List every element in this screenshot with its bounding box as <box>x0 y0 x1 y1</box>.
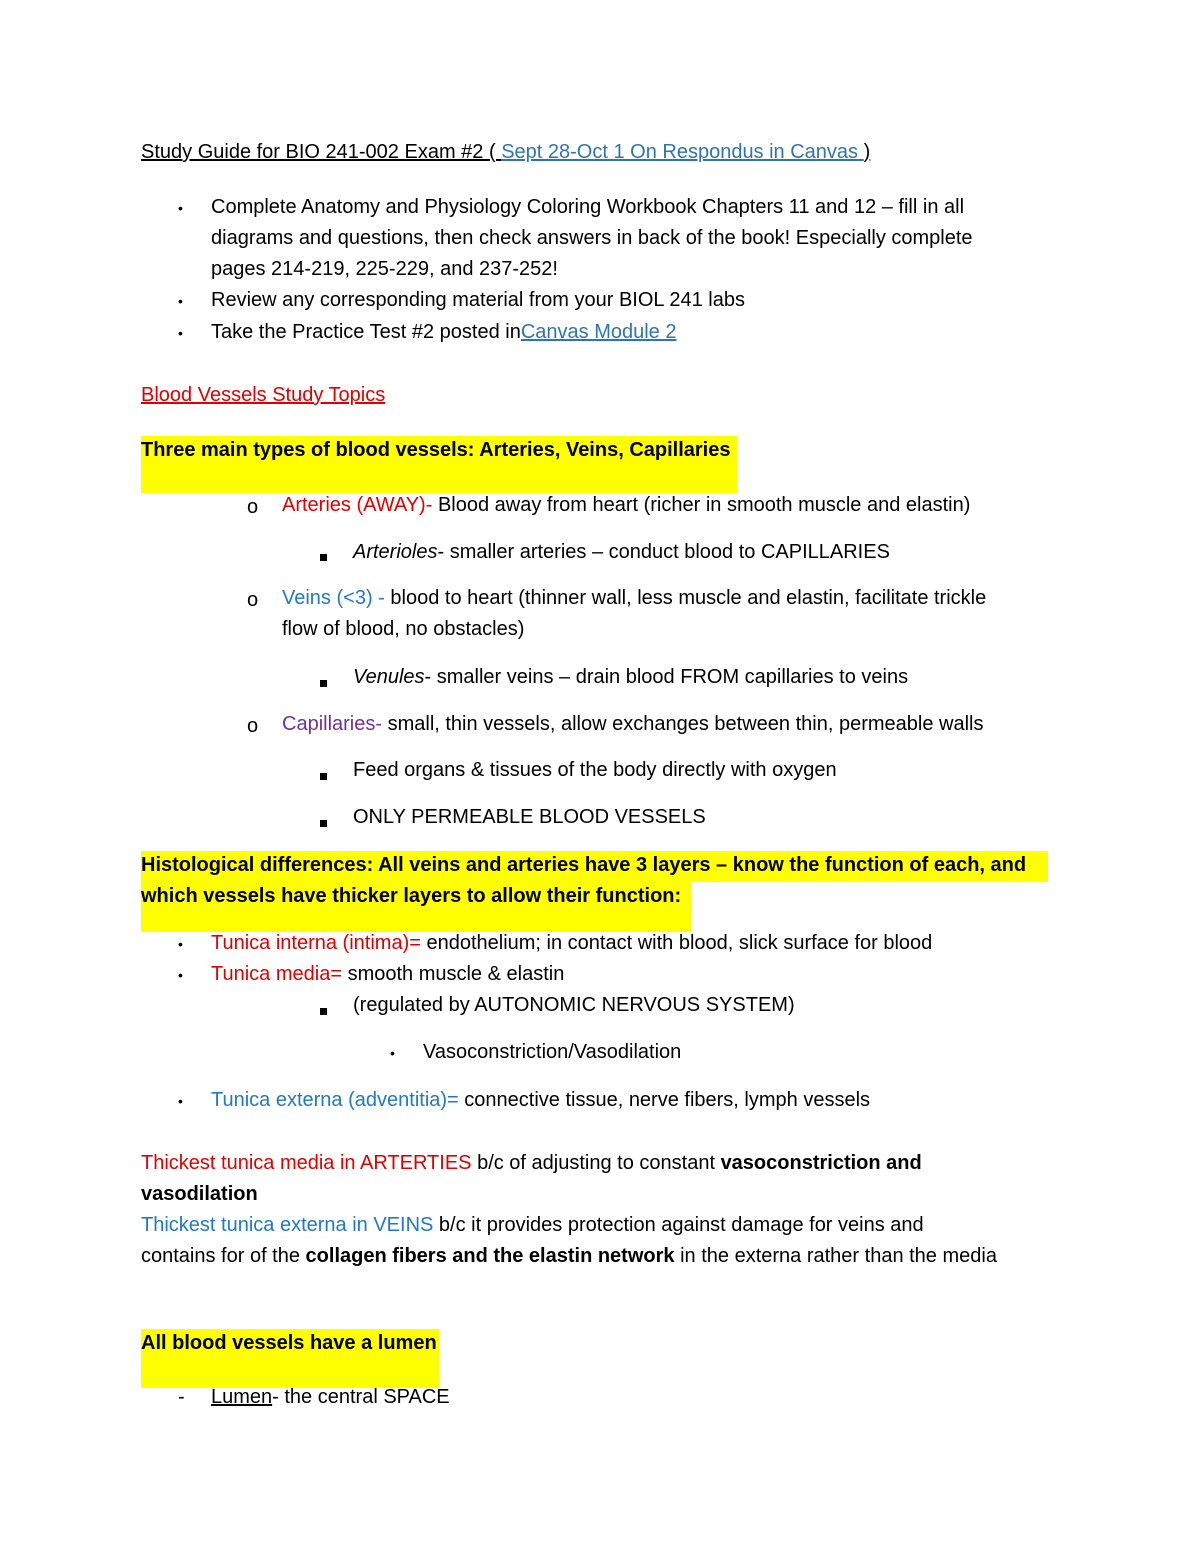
intro-item-3 <box>211 317 676 348</box>
arterioles-label: Arterioles <box>353 541 438 563</box>
lumen-dash: - <box>178 1386 185 1408</box>
title-date-link[interactable]: Sept 28-Oct 1 On Respondus in Canvas <box>501 141 864 163</box>
histology-heading-line-2: which vessels have thicker layers to allow their function: <box>141 885 682 907</box>
intro-item-1-line-3: pages 214-219, 225-229, and 237-252! <box>211 258 558 280</box>
square-bullet-icon <box>320 773 327 780</box>
intro-item-1-line-1: Complete Anatomy and Physiology Coloring Workbook Chapters 11 and 12 – fill in all <box>211 196 965 218</box>
thickest-externa-line-1 <box>141 1210 924 1241</box>
square-bullet-icon <box>320 1008 327 1015</box>
venules-text: - smaller veins – drain blood FROM capillaries to veins <box>424 666 909 688</box>
capillaries-sub-2: ONLY PERMEABLE BLOOD VESSELS <box>353 806 706 828</box>
tunica-interna-label: Tunica interna (intima)= <box>211 932 427 954</box>
bullet-icon: • <box>178 325 183 341</box>
thickest-externa-text: b/c it provides protection against damage for veins and <box>433 1214 924 1236</box>
square-bullet-icon <box>320 554 327 561</box>
bullet-icon: • <box>178 200 183 216</box>
thickest-media-line-2: vasodilation <box>141 1183 258 1205</box>
lumen-heading: All blood vessels have a lumen <box>141 1332 437 1354</box>
veins-label: Veins (<3) - <box>282 587 391 609</box>
thickest-media-label: Thickest tunica media in ARTERTIES <box>141 1152 472 1174</box>
arteries-text: Blood away from heart (richer in smooth muscle and elastin) <box>437 494 971 516</box>
lumen-term: Lumen <box>211 1386 273 1408</box>
tunica-media-sub: (regulated by AUTONOMIC NERVOUS SYSTEM) <box>353 994 795 1016</box>
tunica-media-text: smooth muscle & elastin <box>347 963 565 985</box>
tunica-media-subsub: Vasoconstriction/Vasodilation <box>423 1041 682 1063</box>
tunica-media-label: Tunica media= <box>211 963 348 985</box>
thickest-externa-line-2 <box>141 1241 997 1272</box>
tunica-externa-item <box>211 1085 870 1116</box>
circle-bullet-icon: o <box>247 589 259 611</box>
veins-text: blood to heart (thinner wall, less muscle and elastin, facilitate trickle <box>390 587 987 609</box>
intro-item-3-prefix: Take the Practice Test #2 posted in <box>211 321 521 343</box>
intro-item-2: Review any corresponding material from your BIOL 241 labs <box>211 289 745 311</box>
intro-item-1-line-2: diagrams and questions, then check answers in back of the book! Especially complete <box>211 227 973 249</box>
tunica-interna-text: endothelium; in contact with blood, slick surface for blood <box>426 932 933 954</box>
arteries-item <box>282 490 970 521</box>
bullet-icon: • <box>178 967 183 983</box>
capillaries-label: Capillaries- <box>282 713 388 735</box>
page-title <box>141 137 870 168</box>
thickest-externa-line2-prefix: contains for of the <box>141 1245 306 1267</box>
tunica-externa-text: connective tissue, nerve fibers, lymph vessels <box>464 1089 871 1111</box>
tunica-externa-label: Tunica externa (adventitia)= <box>211 1089 465 1111</box>
thickest-externa-line2-bold: collagen fibers and the elastin network <box>305 1245 675 1267</box>
bullet-icon: • <box>178 1093 183 1109</box>
venules-label: Venules <box>353 666 425 688</box>
circle-bullet-icon: o <box>247 715 259 737</box>
bullet-icon: • <box>178 293 183 309</box>
histology-heading-line-1: Histological differences: All veins and arteries have 3 layers – know the function of each, and <box>141 854 1027 876</box>
veins-item-line-1 <box>282 583 986 614</box>
bullet-icon: • <box>390 1045 395 1061</box>
thickest-externa-line2-suffix: in the externa rather than the media <box>674 1245 997 1267</box>
types-heading: Three main types of blood vessels: Arteries, Veins, Capillaries <box>141 439 731 461</box>
thickest-externa-label: Thickest tunica externa in VEINS <box>141 1214 434 1236</box>
venules-item <box>353 662 908 693</box>
title-prefix: Study Guide for BIO 241-002 Exam #2 ( <box>141 141 502 163</box>
capillaries-sub-1: Feed organs & tissues of the body directly with oxygen <box>353 759 837 781</box>
bullet-icon: • <box>178 936 183 952</box>
circle-bullet-icon: o <box>247 496 259 518</box>
canvas-module-link[interactable]: Canvas Module 2 <box>520 321 677 343</box>
square-bullet-icon <box>320 820 327 827</box>
tunica-media-item <box>211 959 564 990</box>
title-suffix: ) <box>863 141 871 163</box>
thickest-media-text: b/c of adjusting to constant <box>471 1152 721 1174</box>
lumen-definition: - the central SPACE <box>272 1386 450 1408</box>
arterioles-text: - smaller arteries – conduct blood to CAPILLARIES <box>437 541 890 563</box>
capillaries-item <box>282 709 983 740</box>
section-heading: Blood Vessels Study Topics <box>141 384 386 406</box>
square-bullet-icon <box>320 680 327 687</box>
thickest-media-bold: vasoconstriction and <box>720 1152 922 1174</box>
lumen-item <box>211 1382 450 1413</box>
arteries-label: Arteries (AWAY)- <box>282 494 438 516</box>
veins-item-line-2: flow of blood, no obstacles) <box>282 618 525 640</box>
capillaries-text: small, thin vessels, allow exchanges between thin, permeable walls <box>387 713 984 735</box>
arterioles-item <box>353 537 890 568</box>
tunica-interna-item <box>211 928 932 959</box>
thickest-media-line-1 <box>141 1148 922 1179</box>
